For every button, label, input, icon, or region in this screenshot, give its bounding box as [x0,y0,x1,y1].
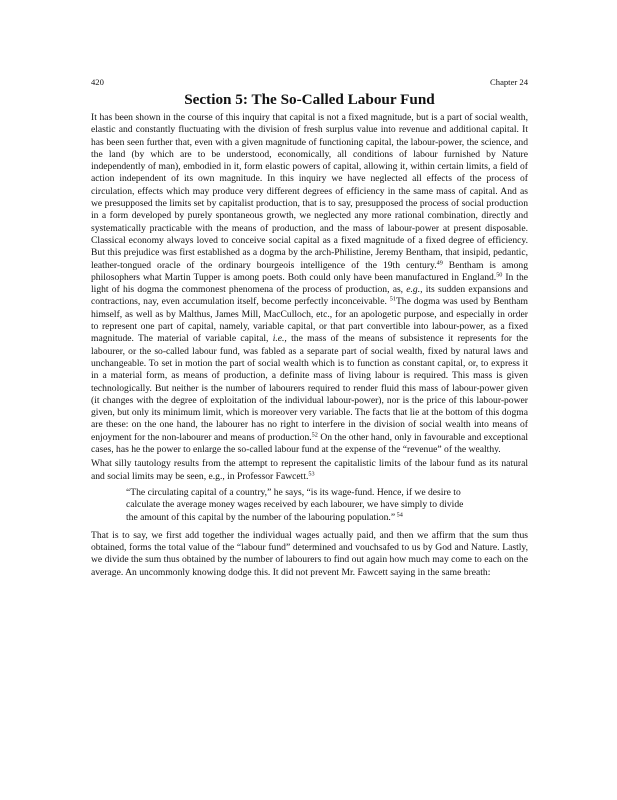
block-quote-fawcett [126,487,466,524]
paragraph-labour-fund-dodge [91,530,528,579]
footnote-ref-51[interactable]: 51 [389,295,396,303]
footnote-ref-52[interactable]: 52 [311,431,318,439]
text-run: Bentham is among philosophers what Martin Tupper is among poets. Both could only have been manufactured in England. [91,259,528,283]
text-run: What silly tautology results from the attempt to represent the capitalistic limits of the labour fund as its natural and social limits may be seen, e.g., in Professor Fawcett. [91,458,528,482]
italic-eg: e.g., [406,284,423,296]
chapter-label: Chapter 24 [490,77,528,87]
quote-text: “The circulating capital of a country,” he says, “is its wage-fund. Hence, if we desire to calculate the average money wages received by each labourer, we have simply to divide the amount of this capital by the number of the labouring population.” [126,486,464,523]
text-run: the mass of the means of subsistence it represents for the labourer, or the so-called labour fund, was fabled as a separate part of social wealth, fixed by natural laws and unchangeable. To set in motion the part of social wealth which is to function as constant capital, or, to express it in a material form, as means of production, a definite mass of living labour is required. This mass is given technologically. But neither is the number of labourers required to render fluid this mass of labour-power given (it changes with the degree of exploitation of the individual labour-power), nor is the price of this labour-power given, but only its minimum limit, which is moreover very variable. The facts that lie at the bottom of this dogma are these: on the one hand, the labourer has no right to interfere in the division of social wealth into means of enjoyment for the non-labourer and means of production. [91,333,528,443]
page-number: 420 [91,77,104,87]
text-run: That is to say, we first add together the individual wages actually paid, and then we affirm that the sum thus obtained, forms the total value of the “labour fund” determined and vouchsafed to us by God and Nature. Lastly, we divide the sum thus obtained by the number of labourers to find out again how much may come to each on the average. An uncommonly knowing dodge this. It did not prevent Mr. Fawcett saying in the same breath: [91,529,528,578]
footnote-ref-53[interactable]: 53 [308,470,315,478]
italic-ie: i.e., [272,333,287,345]
text-run: It has been shown in the course of this inquiry that capital is not a fixed magnitude, but is a part of social wealth, elastic and constantly fluctuating with the division of fresh surplus value into revenue and additional capital. It has been seen further that, even with a given magnitude of functioning capital, the labour-power, the science, and the land (by which are to be understood, economically, all conditions of labour furnished by Nature independently of man), embodied in it, form elastic powers of capital, allowing it, within certain limits, a field of action independent of its own magnitude. In this inquiry we have neglected all effects of the process of circulation, effects which may produce very different degrees of efficiency in the same mass of capital. And as we presupposed the limits set by capitalist production, that is to say, presupposed the process of social production in a form developed by purely spontaneous growth, we neglected any more rational combination, directly and systematically practicable with the means of production, and the mass of labour-power at present disposable. Classical economy always loved to conceive social capital as a fixed magnitude of a fixed degree of efficiency. But this prejudice was first established as a dogma by the arch-Philistine, Jeremy Bentham, that insipid, pedantic, leather-tongued oracle of the ordinary bourgeois intelligence of the 19th century. [91,112,528,271]
footnote-ref-50[interactable]: 50 [496,271,503,279]
footnote-ref-54[interactable]: 54 [395,510,403,518]
paragraph-fawcett-intro [91,458,528,483]
paragraph-bentham-dogma [91,112,528,456]
text-run: The dogma was used by Bentham himself, as well as by Malthus, James Mill, MacCulloch, etc., for an apologetic purpose, and especially in order to represent one part of capital, namely, variable capital, or that part convertible into labour-power, as a fixed magnitude. The material of variable capital, [91,296,528,345]
text-run: On the other hand, only in favourable and exceptional cases, has he the power to enlarge the so-called labour fund at the expense of the “revenue” of the wealthy. [91,431,528,456]
section-title: Section 5: The So-Called Labour Fund [184,91,435,108]
text-run: its sudden expansions and contractions, nay, even accumulation itself, become perfectly inconceivable. [91,284,528,308]
footnote-ref-49[interactable]: 49 [436,258,443,266]
body-text [91,112,528,579]
text-run: In the light of his dogma the commonest phenomena of the process of production, as, [91,271,528,296]
